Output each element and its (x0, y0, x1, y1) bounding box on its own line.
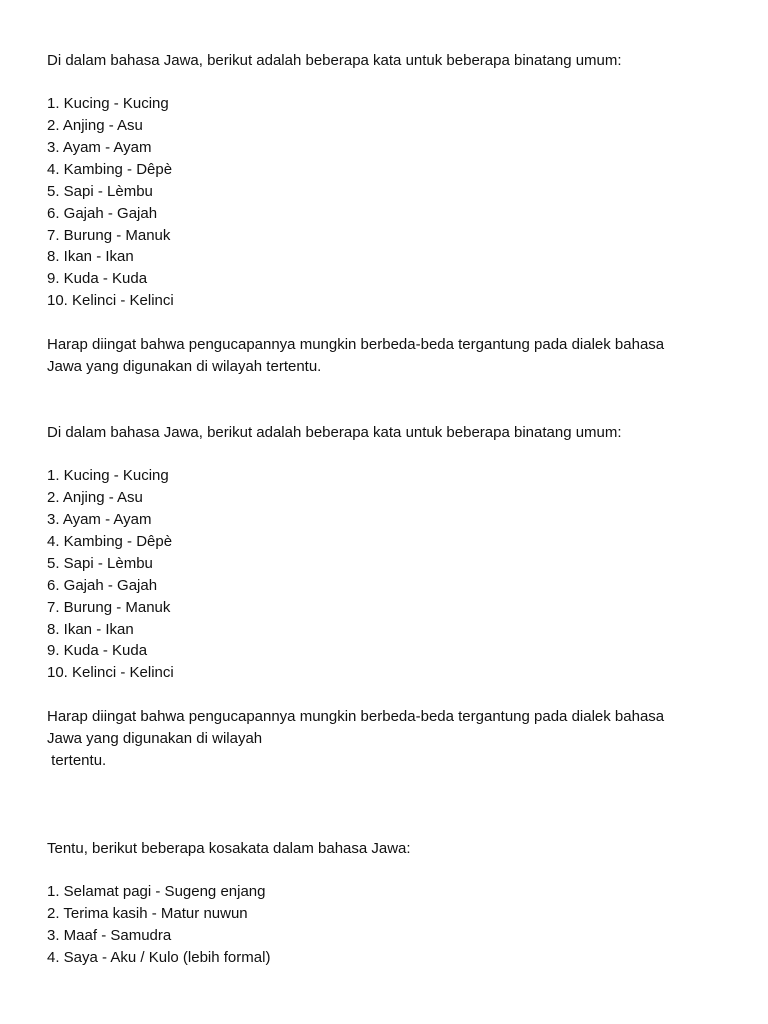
section-1-list-item: 5. Sapi - Lèmbu (47, 183, 153, 200)
section-1-list-item: 9. Kuda - Kuda (47, 270, 148, 287)
section-1-note-line: Jawa yang digunakan di wilayah tertentu. (47, 358, 322, 375)
section-3-list-item: 4. Saya - Aku / Kulo (lebih formal) (47, 949, 271, 966)
section-2-list-item: 8. Ikan - Ikan (47, 621, 134, 638)
section-2-note-line: Harap diingat bahwa pengucapannya mungkin berbeda-beda tergantung pada dialek bahasa (47, 708, 665, 725)
section-2-list-item: 1. Kucing - Kucing (47, 467, 169, 484)
section-2-note-line: Jawa yang digunakan di wilayah (47, 730, 263, 747)
section-2-list-item: 2. Anjing - Asu (47, 489, 143, 506)
section-1-list-item: 3. Ayam - Ayam (47, 139, 152, 156)
section-2-list-item: 9. Kuda - Kuda (47, 642, 148, 659)
section-1-intro: Di dalam bahasa Jawa, berikut adalah beberapa kata untuk beberapa binatang umum: (47, 52, 622, 69)
section-1-list-item: 4. Kambing - Dêpè (47, 161, 173, 178)
section-2-list-item: 6. Gajah - Gajah (47, 577, 158, 594)
section-1-list-item: 1. Kucing - Kucing (47, 95, 169, 112)
section-1-list-item: 10. Kelinci - Kelinci (47, 292, 174, 309)
section-3-list-item: 2. Terima kasih - Matur nuwun (47, 905, 248, 922)
section-1-list-item: 7. Burung - Manuk (47, 227, 171, 244)
section-3-intro: Tentu, berikut beberapa kosakata dalam bahasa Jawa: (47, 840, 411, 857)
section-1-list-item: 2. Anjing - Asu (47, 117, 143, 134)
section-2-intro: Di dalam bahasa Jawa, berikut adalah beberapa kata untuk beberapa binatang umum: (47, 424, 622, 441)
section-2-list-item: 3. Ayam - Ayam (47, 511, 152, 528)
section-2-note-line: tertentu. (47, 752, 107, 769)
section-2-list-item: 10. Kelinci - Kelinci (47, 664, 174, 681)
section-2-list-item: 5. Sapi - Lèmbu (47, 555, 153, 572)
section-1-note-line: Harap diingat bahwa pengucapannya mungkin berbeda-beda tergantung pada dialek bahasa (47, 336, 665, 353)
section-3-list-item: 1. Selamat pagi - Sugeng enjang (47, 883, 266, 900)
section-2-list-item: 7. Burung - Manuk (47, 599, 171, 616)
section-3-list-item: 3. Maaf - Samudra (47, 927, 172, 944)
section-1-list-item: 6. Gajah - Gajah (47, 205, 158, 222)
section-1-list-item: 8. Ikan - Ikan (47, 248, 134, 265)
section-2-list-item: 4. Kambing - Dêpè (47, 533, 173, 550)
